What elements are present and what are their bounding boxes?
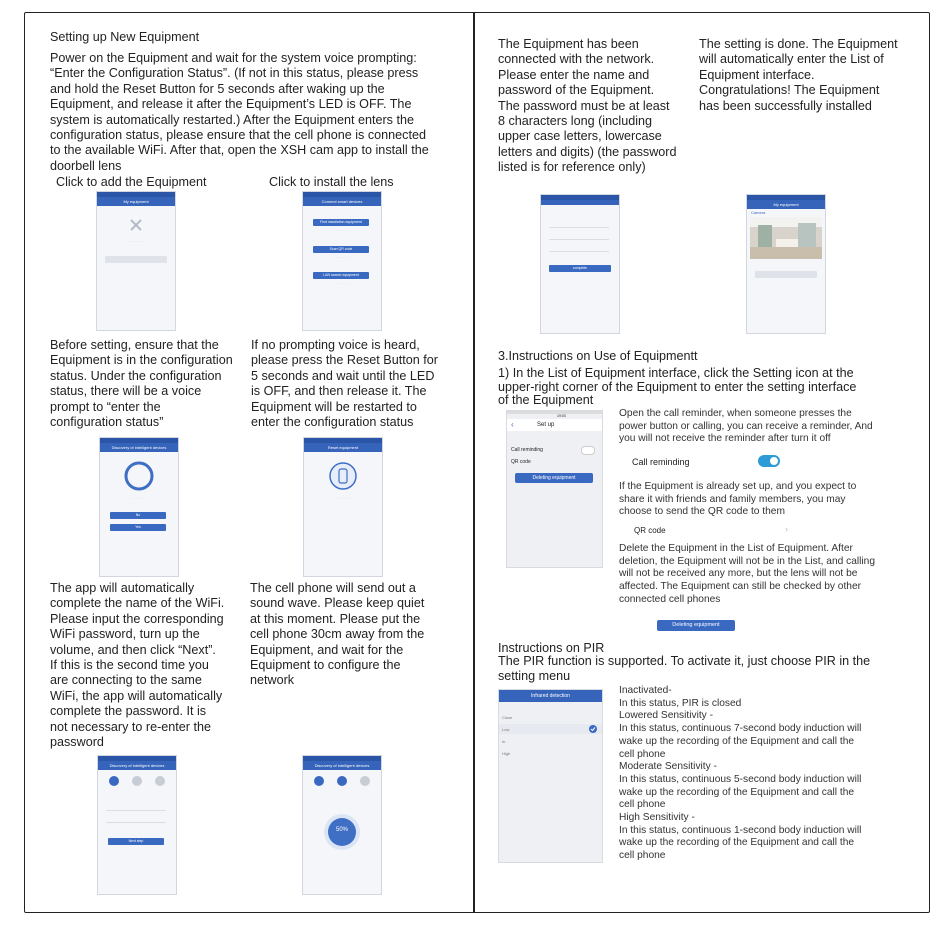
camera-tab[interactable]: Camera bbox=[751, 210, 766, 215]
camera-preview-image bbox=[750, 217, 822, 259]
next-step-button[interactable]: Next step bbox=[108, 838, 164, 845]
para-setting-done: The setting is done. The Equipment will automatically enter the List of Equipment interface. Congratulations! The Equipment has been successfully installed bbox=[699, 37, 898, 113]
complete-button[interactable]: complete bbox=[549, 265, 611, 272]
status-time: 19:03 bbox=[557, 414, 566, 418]
para-sound-wave: The cell phone will send out a sound wave. Please keep quiet at this moment. Please put the cell phone 30cm away from the Equipment, and wait for the Equipment to configure the network bbox=[250, 581, 425, 688]
pir-option-in[interactable]: In bbox=[502, 739, 506, 744]
screen-title: My equipment bbox=[747, 200, 825, 209]
para-no-prompt: If no prompting voice is heard, please press the Reset Button for 5 seconds and wait until the LED is OFF, and then release it. The Equipment will be restarted to enter the configuration status bbox=[251, 338, 438, 430]
step-indicator-icon bbox=[106, 774, 168, 788]
screenshot-wifi-input bbox=[97, 755, 177, 895]
lan-search-button[interactable]: LAN search equipment bbox=[313, 272, 369, 279]
setup-call-reminding: Call reminding bbox=[511, 447, 543, 453]
reminder-description: Open the call reminder, when someone presses the power button or calling, you can receive a reminder, And you will not receive the reminder after turn it off bbox=[619, 408, 873, 445]
pir-screenshot bbox=[498, 689, 603, 863]
column-divider bbox=[473, 12, 475, 913]
screen-title: Discovery of intelligent devices bbox=[100, 443, 178, 452]
step-indicator-icon bbox=[311, 774, 373, 788]
screenshot-discovery: Discovery of intelligent devices · · · · · · · · · · No Yes bbox=[99, 437, 179, 577]
setup-qr-code[interactable]: QR code bbox=[511, 459, 531, 465]
caption-add-equipment: Click to add the Equipment bbox=[56, 175, 207, 189]
yes-button[interactable]: Yes bbox=[110, 524, 166, 531]
reset-device-icon bbox=[327, 460, 359, 492]
para-before-setting: Before setting, ensure that the Equipment is in the configuration status. Under the configuration status, there will be a voice prompt to “enter the configuration status” bbox=[50, 338, 233, 430]
call-reminding-toggle[interactable] bbox=[758, 455, 780, 467]
back-chevron-icon[interactable]: ‹ bbox=[511, 420, 514, 429]
screenshot-connect-devices: Connect smart devices Find installation equipment · · · · · · · · Scan QR code · · · · · · · · LAN search equipment · · · · · · · · bbox=[302, 191, 382, 331]
pir-option-high[interactable]: High bbox=[502, 751, 511, 756]
pir-option-low[interactable]: Low bbox=[502, 727, 510, 732]
screenshot-my-equipment: My equipment · · · · · · · · · · · · bbox=[96, 191, 176, 331]
find-equipment-button[interactable]: Find installation equipment bbox=[313, 219, 369, 226]
screenshot-progress bbox=[302, 755, 382, 895]
no-button[interactable]: No bbox=[110, 512, 166, 519]
tools-icon bbox=[129, 218, 143, 232]
pir-intro: The PIR function is supported. To activate it, just choose PIR in the setting menu bbox=[498, 654, 871, 684]
screen-title: My equipment bbox=[97, 197, 175, 206]
caption-install-lens: Click to install the lens bbox=[269, 175, 394, 189]
screenshot-name-password bbox=[540, 194, 620, 334]
screen-title: Connect smart devices bbox=[303, 197, 381, 206]
setup-screenshot bbox=[506, 410, 603, 568]
pairing-ring-icon bbox=[123, 460, 155, 492]
pir-description: Inactivated- In this status, PIR is closed Lowered Sensitivity - In this status, continuous 7-second body induction will wake up the recording of the Equipment and call the cell phone Moderate Sensitivity - In this status, continuous 5-second body induction will wake up the recording of the Equipment and call the cell phone High Sensitivity - In this status, continuous 1-second body induction will wake up the recording of the Equipment and call the cell phone bbox=[619, 685, 862, 862]
screenshot-reset: Reset equipment · · · · · · · · · · · · bbox=[303, 437, 383, 577]
section-title-setup: Setting up New Equipment bbox=[50, 30, 200, 44]
para-network-connected: The Equipment has been connected with the network. Please enter the name and password of the Equipment. The password must be at least 8 characters long (including upper case letters, lowercase letters and digits) (the password listed is for reference only) bbox=[498, 37, 677, 175]
screen-title: Reset equipment bbox=[304, 443, 382, 452]
pir-option-close[interactable]: Close bbox=[502, 715, 513, 720]
delete-equipment-button[interactable]: Deleting equipment bbox=[657, 620, 735, 631]
setup-delete-button[interactable]: Deleting equipment bbox=[515, 473, 593, 483]
setup-intro: Power on the Equipment and wait for the system voice prompting: “Enter the Configuration Status”. (If not in this status, please press and hold the Reset Button for 5 seconds after waking up the Equipment, and release it after the Equipment’s LED is OFF. The system is automatically restarted.) After the Equipment enters the configuration status, please ensure that the cell phone is connected to the available WiFi. After that, open the XSH cam app to install the doorbell lens bbox=[50, 51, 429, 173]
chevron-right-icon: › bbox=[785, 524, 788, 534]
pir-title: Instructions on PIR bbox=[498, 641, 605, 655]
setup-title: Set up bbox=[537, 422, 555, 428]
section3-intro: 1) In the List of Equipment interface, click the Setting icon at the upper-right corner of the Equipment to enter the setting interface of the Equipment bbox=[498, 366, 857, 407]
screenshot-equipment-list bbox=[746, 194, 826, 334]
scan-qr-button[interactable]: Scan QR code bbox=[313, 246, 369, 253]
call-reminding-label: Call reminding bbox=[632, 457, 690, 467]
qr-code-row[interactable]: QR code bbox=[634, 526, 666, 535]
screen-title: Discovery of intelligent devices bbox=[98, 761, 176, 770]
pir-panel-title: Infrared detection bbox=[499, 690, 602, 702]
progress-percent: 50% bbox=[335, 827, 348, 833]
share-description: If the Equipment is already set up, and you expect to share it with friends and family members, you may choose to send the QR code to them bbox=[619, 481, 857, 518]
para-wifi: The app will automatically complete the name of the WiFi. Please input the corresponding WiFi password, turn up the volume, and then click “Next”. If this is the second time you are connecting to the same WiFi, the app will automatically complete the password. It is not necessary to re-enter the password bbox=[50, 581, 225, 750]
check-icon bbox=[589, 725, 597, 733]
section3-title: 3.Instructions on Use of Equipmentt bbox=[498, 349, 698, 363]
screen-title: Discovery of intelligent devices bbox=[303, 761, 381, 770]
delete-description: Delete the Equipment in the List of Equipment. After deletion, the Equipment will not be in the List, and calling will not be received any more, but the lens will not be affected. The Equipment can still be checked by other connected cell phones bbox=[619, 543, 875, 605]
call-reminding-toggle-off[interactable] bbox=[581, 446, 595, 455]
